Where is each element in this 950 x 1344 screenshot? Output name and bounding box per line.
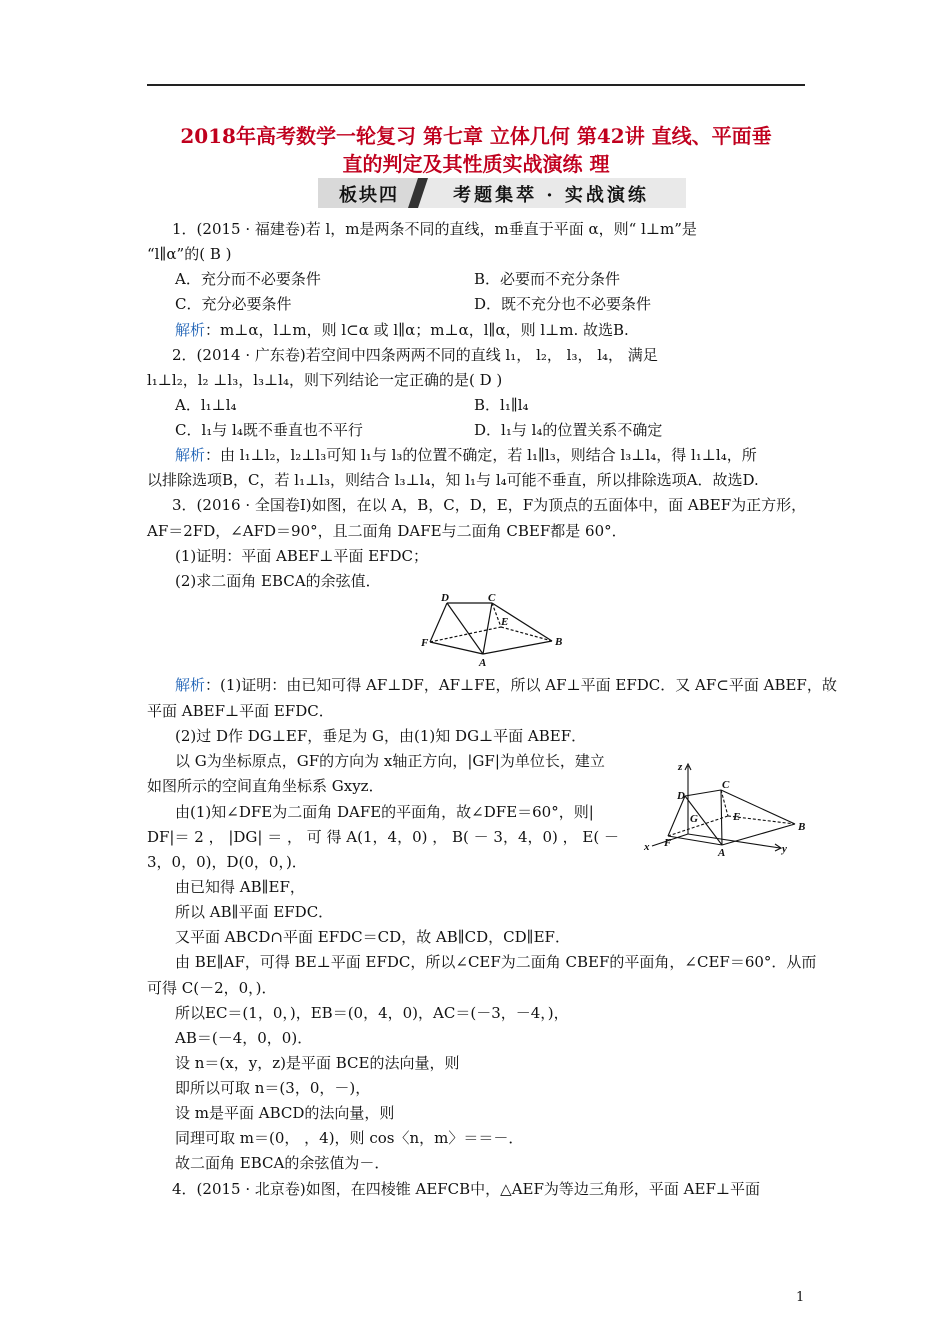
q3-solution-line-7: DF|＝ 2 ， |DG| ＝ ， 可 得 A(1，4，0) ， B( － 3，4，0) ， E( － <box>147 828 619 846</box>
q3-solution-line-18: 设 m是平面 ABCD的法向量，则 <box>175 1104 395 1122</box>
q2-option-b: B．l₁∥l₄ <box>474 396 529 414</box>
q3-solution-line-10: 所以 AB∥平面 EFDC． <box>175 903 334 921</box>
fig1-label: F <box>421 637 429 649</box>
q3-solution-line-2: 平面 ABEF⊥平面 EFDC． <box>147 702 334 720</box>
fig2-label: z <box>678 761 683 773</box>
pentahedron-figure <box>415 592 575 670</box>
fig2-label: y <box>782 843 787 855</box>
q3-solution-line-17: 即所以可取 n＝(3，0，－)， <box>175 1079 371 1097</box>
solution-label: 解析 <box>175 446 206 464</box>
fig1-label: A <box>479 657 487 669</box>
q1-line-2: “l∥α”的( B ) <box>147 245 232 263</box>
q4-line-1: 4．(2015 · 北京卷)如图，在四棱锥 AEFCB中，△AEF为等边三角形，平面 AEF⊥平面 <box>172 1180 760 1198</box>
fig1-label: B <box>555 636 563 648</box>
q3-solution-line-6: 由(1)知∠DFE为二面角 DAFE的平面角，故∠DFE＝60°，则| <box>175 803 594 821</box>
q3-solution-line-11: 又平面 ABCD∩平面 EFDC＝CD，故 AB∥CD，CD∥EF． <box>175 928 570 946</box>
q1-option-d: D．既不充分也不必要条件 <box>474 295 652 313</box>
q3-part-2: (2)求二面角 EBCA的余弦值． <box>175 572 381 590</box>
q3-solution-line-9: 由已知得 AB∥EF， <box>175 878 305 896</box>
q1-option-b: B．必要而不充分条件 <box>474 270 621 288</box>
page-number: 1 <box>796 1290 805 1305</box>
q3-line-2: AF＝2FD，∠AFD＝90°，且二面角 DAFE与二面角 CBEF都是 60°． <box>147 522 627 540</box>
fig1-label: D <box>441 592 449 604</box>
q3-solution-line-5: 如图所示的空间直角坐标系 Gxyz． <box>147 777 384 795</box>
q1-solution <box>175 319 629 341</box>
q3-solution-line-20: 故二面角 EBCA的余弦值为－． <box>175 1154 390 1172</box>
q1-option-c: C．充分必要条件 <box>175 295 292 313</box>
q3-line-1: 3．(2016 · 全国卷Ⅰ)如图，在以 A，B，C，D，E，F为顶点的五面体中，面 ABEF为正方形， <box>172 496 807 514</box>
q3-solution-line-19: 同理可取 m＝(0， ，4)，则 cos〈n，m〉＝＝－． <box>175 1129 524 1147</box>
q2-solution-line-2: 以排除选项B，C，若 l₁⊥l₃，则结合 l₃⊥l₄，知 l₁与 l₄可能不垂直，所以排除选项A．故选D. <box>147 471 759 489</box>
q3-solution-line-4: 以 G为坐标原点，GF的方向为 x轴正方向，|GF|为单位长，建立 <box>175 752 605 770</box>
document-title <box>140 122 812 178</box>
q1-solution-text: ：m⊥α，l⊥m，则 l⊂α 或 l∥α；m⊥α，l∥α，则 l⊥m. 故选B. <box>205 321 629 339</box>
q2-option-d: D．l₁与 l₄的位置关系不确定 <box>474 421 663 439</box>
fig2-label: D <box>677 790 685 802</box>
q2-line-1: 2．(2014 · 广东卷)若空间中四条两两不同的直线 l₁， l₂， l₃， l₄， 满足 <box>172 346 658 364</box>
fig2-label: A <box>718 847 726 858</box>
solution-label: 解析 <box>175 321 206 339</box>
q3-solution-line-14: 所以EC＝(1，0，)，EB＝(0，4，0)，AC＝(－3，－4，)， <box>175 1004 569 1022</box>
fig2-label: x <box>644 841 650 853</box>
q1-line-1: 1．(2015 · 福建卷)若 l，m是两条不同的直线，m垂直于平面 α，则“ l⊥m”是 <box>172 220 697 238</box>
q2-line-2: l₁⊥l₂，l₂ ⊥l₃，l₃⊥l₄，则下列结论一定正确的是( D ) <box>147 371 503 389</box>
q3-part-1: (1)证明：平面 ABEF⊥平面 EFDC； <box>175 547 428 565</box>
fig2-label: C <box>722 779 730 791</box>
q3-solution-line-12: 由 BE∥AF，可得 BE⊥平面 EFDC，所以∠CEF为二面角 CBEF的平面角，∠CEF＝60°．从而 <box>175 953 817 971</box>
fig2-label: E <box>733 811 741 823</box>
q3-solution-line-3: (2)过 D作 DG⊥EF，垂足为 G，由(1)知 DG⊥平面 ABEF． <box>175 727 587 745</box>
q2-option-c: C．l₁与 l₄既不垂直也不平行 <box>175 421 363 439</box>
fig1-label: C <box>488 592 496 604</box>
fig2-label: F <box>664 837 672 849</box>
q3-solution-line-8: 3，0，0)，D(0，0，)． <box>147 853 307 871</box>
q3-solution-line-1 <box>175 674 837 696</box>
fig1-label: E <box>501 616 509 628</box>
banner-left-label: 板块四 <box>339 185 399 206</box>
top-rule <box>147 84 805 86</box>
section-banner <box>318 178 686 208</box>
q3-solution-line-13: 可得 C(－2，0，)． <box>147 979 277 997</box>
title-line-2: 直的判定及其性质实战演练 理 <box>342 152 610 176</box>
q2-solution-text-1: ：由 l₁⊥l₂，l₂⊥l₃可知 l₁与 l₃的位置不确定，若 l₁∥l₃，则结合 l₃⊥l₄，得 l₁⊥l₄，所 <box>205 446 757 464</box>
q3-solution-text-1: ：(1)证明：由已知可得 AF⊥DF，AF⊥FE，所以 AF⊥平面 EFDC．又 AF⊂平面 ABEF，故 <box>205 676 837 694</box>
q3-solution-line-15: AB＝(－4，0，0)． <box>175 1029 313 1047</box>
fig2-label: G <box>690 813 698 825</box>
q2-option-a: A．l₁⊥l₄ <box>175 396 237 414</box>
banner-right-label: 考题集萃 · 实战演练 <box>453 185 649 206</box>
fig2-label: B <box>798 821 806 833</box>
q3-solution-line-16: 设 n＝(x，y，z)是平面 BCE的法向量，则 <box>175 1054 460 1072</box>
coordinate-figure <box>640 758 810 858</box>
q2-solution-line-1 <box>175 444 757 466</box>
q1-option-a: A．充分而不必要条件 <box>175 270 321 288</box>
solution-label: 解析 <box>175 676 206 694</box>
title-line-1: 2018年高考数学一轮复习 第七章 立体几何 第42讲 直线、平面垂 <box>180 124 772 148</box>
